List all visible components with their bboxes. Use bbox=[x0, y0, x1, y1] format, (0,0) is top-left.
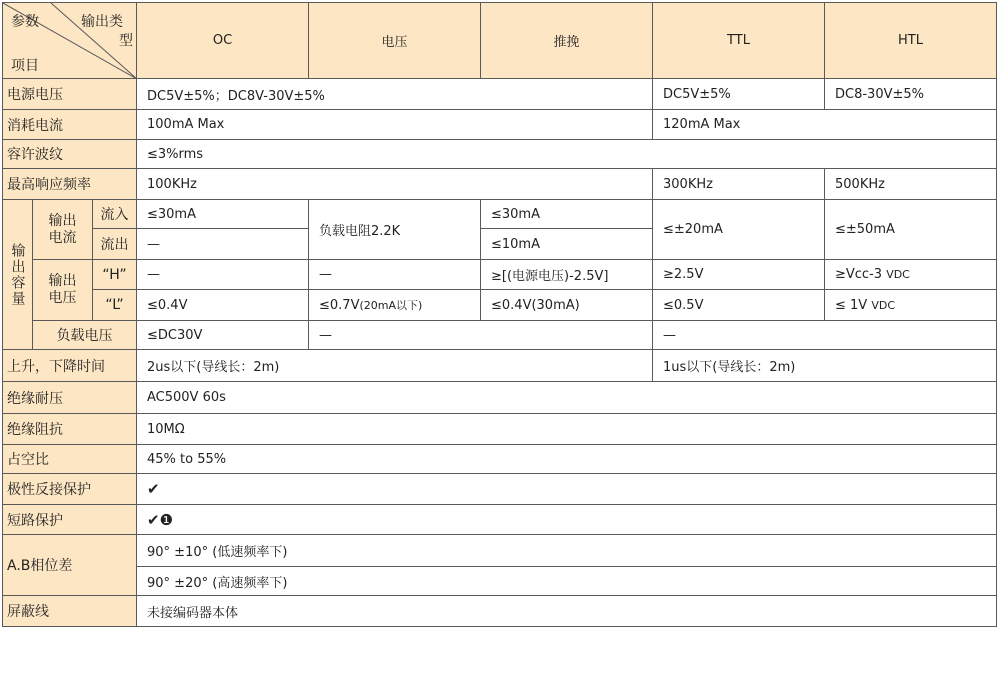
low-htl-main: ≤ 1V bbox=[835, 297, 872, 313]
current-voltage-col: 负载电阻2.2K bbox=[309, 200, 481, 260]
corner-item-label: 项目 bbox=[11, 58, 39, 74]
output-voltage-label-line1: 输出 bbox=[48, 273, 77, 289]
output-current-label bbox=[33, 200, 93, 260]
power-voltage-ttl: DC5V±5% bbox=[653, 79, 825, 110]
output-voltage-label bbox=[33, 260, 93, 321]
high-htl-main: ≥Vcc-3 bbox=[835, 267, 887, 282]
row-label-insulation-resistance: 绝缘阻抗 bbox=[3, 414, 137, 445]
insulation-resistance-value: 10MΩ bbox=[137, 414, 997, 445]
rise-fall-oc-push: 2us以下(导线长：2m) bbox=[137, 350, 653, 382]
table-row bbox=[3, 260, 997, 290]
reverse-polarity-value: ✔ bbox=[137, 474, 997, 505]
power-voltage-oc-push: DC5V±5%；DC8V-30V±5% bbox=[137, 79, 653, 110]
table-row bbox=[3, 350, 997, 382]
column-header-push-pull: 推挽 bbox=[481, 3, 653, 79]
corner-param-label: 参数 bbox=[11, 14, 39, 30]
row-label-output-capacity: 输出容量 bbox=[3, 200, 33, 350]
low-htl-unit: VDC bbox=[871, 298, 896, 312]
row-label-max-freq: 最高响应频率 bbox=[3, 169, 137, 200]
table-row bbox=[3, 535, 997, 567]
table-row bbox=[3, 290, 997, 321]
low-label: “L” bbox=[93, 290, 137, 321]
duty-cycle-value: 45% to 55% bbox=[137, 445, 997, 474]
source-push: ≤10mA bbox=[481, 229, 653, 260]
low-ttl: ≤0.5V bbox=[653, 290, 825, 321]
corner-output-type-label: 输出类 bbox=[81, 14, 123, 30]
row-label-ripple: 容许波纹 bbox=[3, 140, 137, 169]
table-row bbox=[3, 169, 997, 200]
spec-table bbox=[2, 2, 997, 627]
table-row bbox=[3, 110, 997, 140]
high-volt: — bbox=[309, 260, 481, 290]
low-volt bbox=[309, 290, 481, 321]
sink-label: 流入 bbox=[93, 200, 137, 229]
sink-push: ≤30mA bbox=[481, 200, 653, 229]
low-volt-note: (20mA以下) bbox=[359, 299, 423, 312]
ripple-value: ≤3%rms bbox=[137, 140, 997, 169]
table-row bbox=[3, 140, 997, 169]
row-label-insulation-voltage: 绝缘耐压 bbox=[3, 382, 137, 414]
row-label-shield: 屏蔽线 bbox=[3, 596, 137, 627]
max-freq-oc-push: 100KHz bbox=[137, 169, 653, 200]
current-ttl: ≤±20mA bbox=[653, 200, 825, 260]
column-header-oc: OC bbox=[137, 3, 309, 79]
row-label-reverse-polarity: 极性反接保护 bbox=[3, 474, 137, 505]
output-voltage-label-line2: 电压 bbox=[48, 290, 77, 306]
row-label-current-consumption: 消耗电流 bbox=[3, 110, 137, 140]
load-voltage-ttl-htl: — bbox=[653, 321, 997, 350]
table-row bbox=[3, 414, 997, 445]
row-label-short-circuit: 短路保护 bbox=[3, 505, 137, 535]
high-htl bbox=[825, 260, 997, 290]
rise-fall-ttl-htl: 1us以下(导线长：2m) bbox=[653, 350, 997, 382]
low-htl bbox=[825, 290, 997, 321]
column-header-ttl: TTL bbox=[653, 3, 825, 79]
max-freq-htl: 500KHz bbox=[825, 169, 997, 200]
sink-oc: ≤30mA bbox=[137, 200, 309, 229]
high-htl-unit: VDC bbox=[886, 268, 910, 281]
high-label: “H” bbox=[93, 260, 137, 290]
source-label: 流出 bbox=[93, 229, 137, 260]
current-consumption-oc-push: 100mA Max bbox=[137, 110, 653, 140]
current-consumption-ttl-htl: 120mA Max bbox=[653, 110, 997, 140]
max-freq-ttl: 300KHz bbox=[653, 169, 825, 200]
current-htl: ≤±50mA bbox=[825, 200, 997, 260]
shield-value: 未接编码器本体 bbox=[137, 596, 997, 627]
load-voltage-label: 负载电压 bbox=[33, 321, 137, 350]
table-row bbox=[3, 445, 997, 474]
low-oc: ≤0.4V bbox=[137, 290, 309, 321]
low-push: ≤0.4V(30mA) bbox=[481, 290, 653, 321]
high-push: ≥[(电源电压)-2.5V] bbox=[481, 260, 653, 290]
phase-diff-high-speed: 90° ±20° (高速频率下) bbox=[137, 567, 997, 596]
table-row bbox=[3, 382, 997, 414]
insulation-voltage-value: AC500V 60s bbox=[137, 382, 997, 414]
row-label-power-voltage: 电源电压 bbox=[3, 79, 137, 110]
power-voltage-htl: DC8-30V±5% bbox=[825, 79, 997, 110]
table-row bbox=[3, 596, 997, 627]
table-row bbox=[3, 79, 997, 110]
row-label-duty-cycle: 占空比 bbox=[3, 445, 137, 474]
corner-output-type-label-2: 型 bbox=[119, 33, 133, 49]
header-corner-cell bbox=[3, 3, 137, 79]
source-oc: — bbox=[137, 229, 309, 260]
high-oc: — bbox=[137, 260, 309, 290]
phase-diff-low-speed: 90° ±10° (低速频率下) bbox=[137, 535, 997, 567]
low-volt-main: ≤0.7V bbox=[319, 298, 360, 313]
load-voltage-oc: ≤DC30V bbox=[137, 321, 309, 350]
output-current-label-line2: 电流 bbox=[48, 229, 77, 246]
column-header-htl: HTL bbox=[825, 3, 997, 79]
table-row bbox=[3, 321, 997, 350]
table-row bbox=[3, 474, 997, 505]
output-current-label-line1: 输出 bbox=[48, 212, 77, 229]
high-ttl: ≥2.5V bbox=[653, 260, 825, 290]
load-voltage-volt-push: — bbox=[309, 321, 653, 350]
table-row bbox=[3, 200, 997, 229]
short-circuit-value: ✔❶ bbox=[137, 505, 997, 535]
row-label-rise-fall: 上升，下降时间 bbox=[3, 350, 137, 382]
row-label-phase-diff: A.B相位差 bbox=[3, 535, 137, 596]
table-row bbox=[3, 505, 997, 535]
column-header-voltage: 电压 bbox=[309, 3, 481, 79]
table-row bbox=[3, 567, 997, 596]
